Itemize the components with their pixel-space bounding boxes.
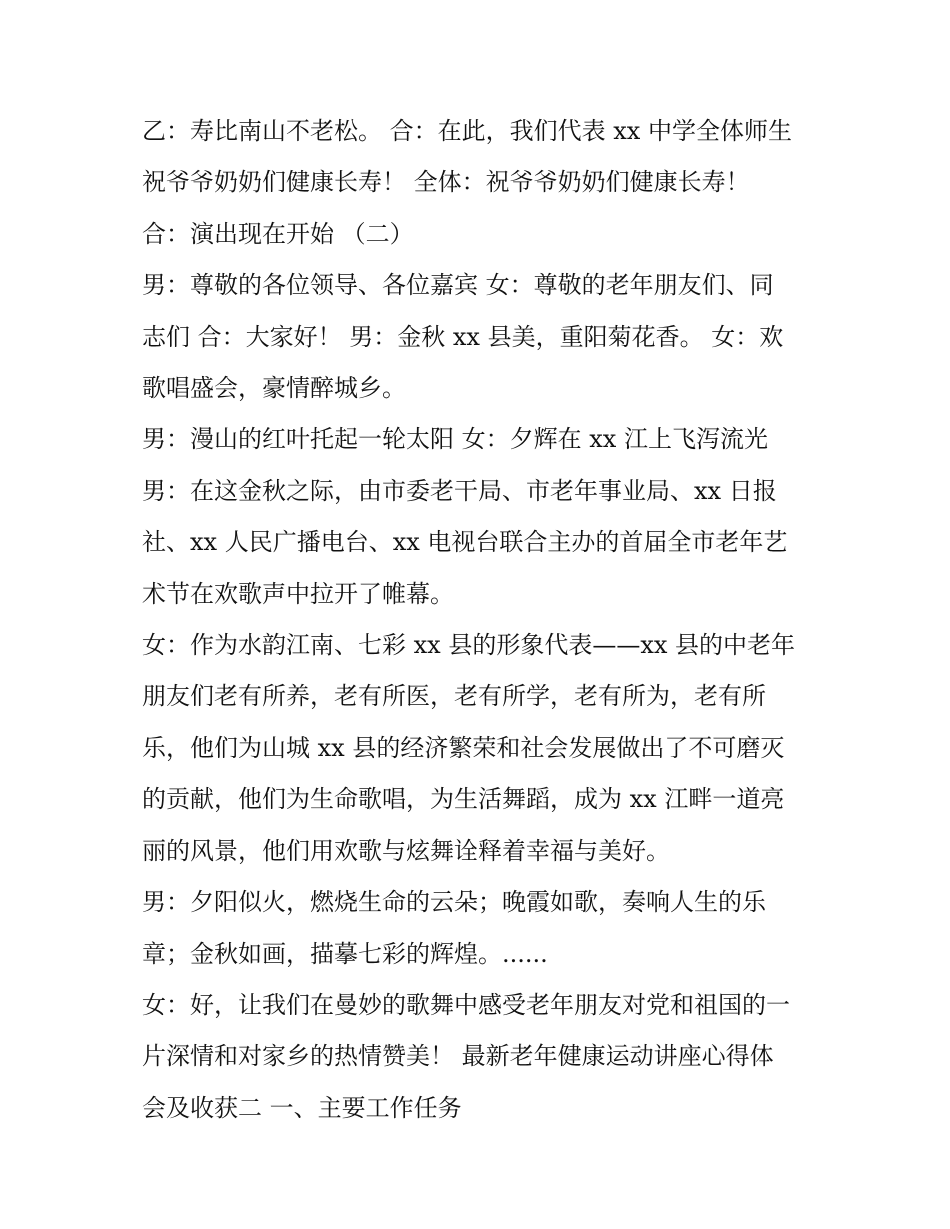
text-line-5: 志们 合：大家好！ 男：金秋 xx 县美，重阳菊花香。 女：欢 <box>142 322 784 351</box>
document-body <box>142 106 822 1134</box>
text-line-8: 男：在这金秋之际，由市委老干局、市老年事业局、xx 日报 <box>142 476 777 505</box>
text-line-13: 乐，他们为山城 xx 县的经济繁荣和社会发展做出了不可磨灭 <box>142 733 785 762</box>
text-line-2: 祝爷爷奶奶们健康长寿！ 全体：祝爷爷奶奶们健康长寿！ <box>142 168 750 197</box>
text-line-4: 男：尊敬的各位领导、各位嘉宾 女：尊敬的老年朋友们、同 <box>142 271 774 300</box>
text-line-7: 男：漫山的红叶托起一轮太阳 女：夕辉在 xx 江上飞泻流光 <box>142 425 768 454</box>
text-line-18: 女：好，让我们在曼妙的歌舞中感受老年朋友对党和祖国的一 <box>142 990 790 1019</box>
text-line-17: 章；金秋如画，描摹七彩的辉煌。...... <box>142 939 548 968</box>
text-line-1: 乙：寿比南山不老松。 合：在此，我们代表 xx 中学全体师生 <box>142 117 792 145</box>
text-line-19: 片深情和对家乡的热情赞美！ 最新老年健康运动讲座心得体 <box>142 1042 774 1071</box>
text-line-15: 丽的风景，他们用欢歌与炫舞诠释着幸福与美好。 <box>142 836 670 865</box>
text-line-10: 术节在欢歌声中拉开了帷幕。 <box>142 579 454 608</box>
text-line-9: 社、xx 人民广播电台、xx 电视台联合主办的首届全市老年艺 <box>142 528 788 557</box>
text-line-3: 合：演出现在开始 （二） <box>142 219 414 248</box>
text-line-6: 歌唱盛会，豪情醉城乡。 <box>142 374 406 403</box>
text-line-16: 男：夕阳似火，燃烧生命的云朵；晚霞如歌，奏响人生的乐 <box>142 888 766 917</box>
text-line-12: 朋友们老有所养，老有所医，老有所学，老有所为，老有所 <box>142 682 766 711</box>
text-line-20: 会及收获二 一、主要工作任务 <box>142 1093 462 1122</box>
text-line-11: 女：作为水韵江南、七彩 xx 县的形象代表——xx 县的中老年 <box>142 631 796 660</box>
text-line-14: 的贡献，他们为生命歌唱，为生活舞蹈，成为 xx 江畔一道亮 <box>142 785 785 814</box>
